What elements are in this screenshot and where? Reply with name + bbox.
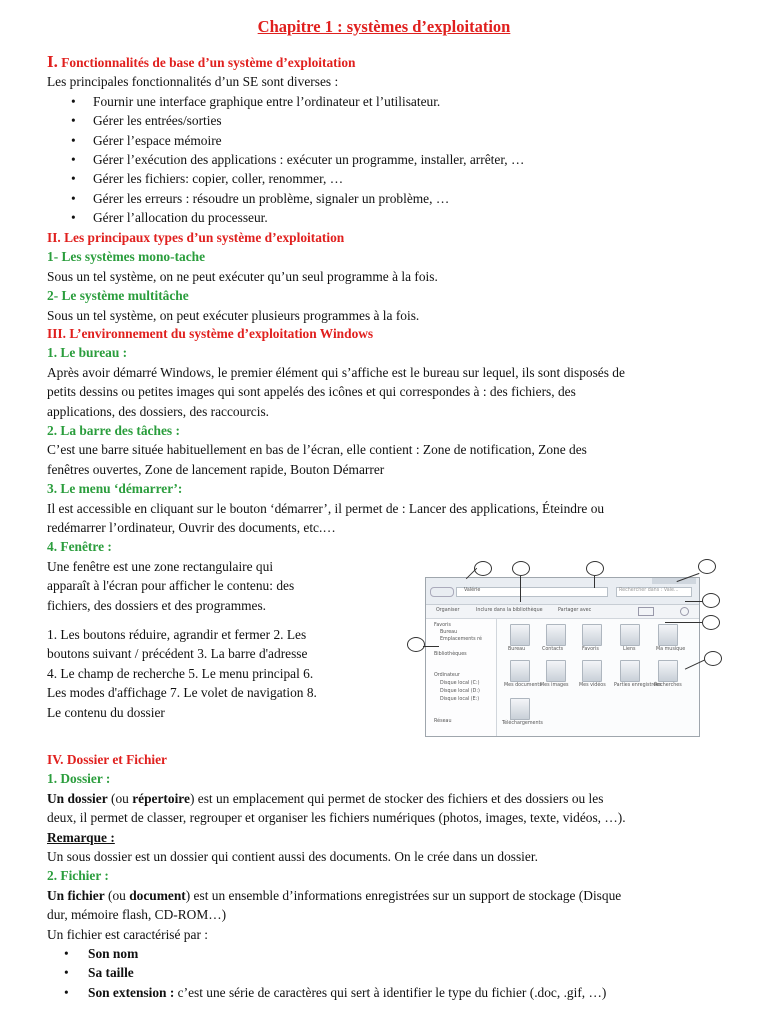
dossier-definition <box>47 789 727 808</box>
folder-label: Mes vidéos <box>579 683 606 688</box>
list-item <box>47 983 727 1002</box>
section-1-roman: I. <box>47 52 58 71</box>
item-rest: c’est une série de caractères qui sert à identifier le type du fichier (.doc, .gif, …) <box>174 984 607 1000</box>
legend-line: 4. Le champ de recherche 5. Le menu principal 6. <box>47 665 314 681</box>
list-item: • Gérer les fichiers: copier, coller, renommer, … <box>47 169 727 188</box>
fichier-definition <box>47 886 727 905</box>
section-3-text3a: Il est accessible en cliquant sur le bouton ‘démarrer’, il permet de : Lancer des applications, Éteindre ou <box>47 500 605 516</box>
folder-icon <box>546 624 566 646</box>
nav-item: Réseau <box>434 719 452 724</box>
callout-circle <box>702 615 720 630</box>
folder-icon <box>546 660 566 682</box>
nav-item: Favoris <box>434 623 451 628</box>
nav-item: Bureau <box>440 630 458 635</box>
section-3-sub1: 1. Le bureau : <box>47 345 128 361</box>
legend-line: Les modes d'affichage 7. Le volet de navigation 8. <box>47 685 317 701</box>
folder-icon <box>620 624 640 646</box>
section-1-intro: Les principales fonctionnalités d’un SE sont diverses : <box>47 74 339 90</box>
folder-icon <box>582 624 602 646</box>
remarque-label: Remarque : <box>47 829 115 845</box>
remarque-text: Un sous dossier est un dossier qui contient aussi des documents. On le crée dans un dossier. <box>47 849 538 865</box>
fichier-alt: document <box>129 887 186 903</box>
folder-icon <box>582 660 602 682</box>
fenetre-line: apparaît à l'écran pour afficher le contenu: des <box>47 578 295 594</box>
folder-label: Téléchargements <box>502 721 543 726</box>
folder-label: Parties enregistrées <box>614 683 662 688</box>
section-1-heading <box>47 52 727 72</box>
nav-item: Disque local (D:) <box>440 689 480 694</box>
callout-line <box>594 576 595 588</box>
nav-item: Disque local (E:) <box>440 697 480 702</box>
nav-item: Disque local (C:) <box>440 681 480 686</box>
folder-label: Bureau <box>508 647 526 652</box>
help-icon <box>680 607 689 616</box>
dossier-term: Un dossier <box>47 790 108 806</box>
folder-label: Recherches <box>654 683 682 688</box>
fichier-open: (ou <box>104 887 130 903</box>
fichier-term: Un fichier <box>47 887 105 903</box>
list-item: • Gérer les erreurs : résoudre un problème, signaler un problème, … <box>47 189 727 208</box>
list-item <box>47 963 727 982</box>
legend-line: boutons suivant / précédent 3. La barre d'adresse <box>47 646 308 662</box>
folder-label: Mes images <box>540 683 569 688</box>
section-2-text2: Sous un tel système, on peut exécuter plusieurs programmes à la fois. <box>47 307 420 323</box>
callout-circle <box>586 561 604 576</box>
folder-label: Ma musique <box>656 647 686 652</box>
page-title: Chapitre 1 : systèmes d’exploitation <box>257 17 511 36</box>
section-2-sub1: 1- Les systèmes mono-tache <box>47 249 206 265</box>
folder-icon <box>510 660 530 682</box>
folder-label: Mes documents <box>504 683 542 688</box>
section-1-heading-text: Fonctionnalités de base d’un système d’exploitation <box>61 55 356 70</box>
search-placeholder: Rechercher dans : Vale... <box>619 588 679 593</box>
dossier-line2: deux, il permet de classer, regrouper et organiser les fichiers numériques (photos, images, texte, vidéos, …). <box>47 810 626 826</box>
section-1-bullets <box>47 92 727 228</box>
section-3-text1a: Après avoir démarré Windows, le premier élément qui s’affiche est le bureau sur lequel, ils sont disposés de <box>47 364 625 380</box>
carac-intro: Un fichier est caractérisé par : <box>47 926 208 942</box>
section-3-text3b: redémarrer l’ordinateur, Ouvrir des documents, etc.… <box>47 520 336 536</box>
section-4-sub2: 2. Fichier : <box>47 868 109 884</box>
section-2-sub2: 2- Le système multitâche <box>47 288 189 304</box>
folder-icon <box>658 660 678 682</box>
section-1 <box>47 52 727 228</box>
menu-item: Partager avec <box>558 608 592 613</box>
view-modes-icon <box>638 607 654 616</box>
back-forward-icon <box>430 587 454 597</box>
folder-icon <box>620 660 640 682</box>
dossier-rest: ) est un emplacement qui permet de stocker des fichiers et des dossiers ou les <box>189 790 604 806</box>
section-2-text1: Sous un tel système, on ne peut exécuter qu’un seul programme à la fois. <box>47 268 438 284</box>
explorer-window-figure <box>425 577 700 737</box>
callout-circle <box>407 637 425 652</box>
callout-line <box>423 646 439 647</box>
list-item: • Gérer l’allocation du processeur. <box>47 208 727 227</box>
section-3-text1b: petits dessins ou petites images qui sont appelés des icônes et qui correspondes à : des fichiers, des <box>47 384 576 400</box>
legend-line: Le contenu du dossier <box>47 704 165 720</box>
explorer-nav-pane <box>426 619 497 736</box>
callout-line <box>520 576 521 602</box>
folder-icon <box>510 698 530 720</box>
folder-icon <box>510 624 530 646</box>
explorer-content <box>502 620 692 732</box>
fichier-line2: dur, mémoire flash, CD-ROM…) <box>47 907 227 923</box>
folder-label: Favoris <box>582 647 599 652</box>
item-label: Son nom <box>88 946 139 962</box>
explorer-address-bar <box>426 578 699 605</box>
section-2-heading: II. Les principaux types d’un système d’exploitation <box>47 230 345 245</box>
fichier-characteristics <box>47 944 727 1002</box>
dossier-open: (ou <box>107 790 133 806</box>
list-item: • Gérer l’espace mémoire <box>47 131 727 150</box>
section-3-sub3: 3. Le menu ‘démarrer’: <box>47 481 183 497</box>
list-item: • Gérer les entrées/sorties <box>47 111 727 130</box>
legend-line: 1. Les boutons réduire, agrandir et fermer 2. Les <box>47 627 307 642</box>
callout-circle <box>698 559 716 574</box>
fenetre-legend <box>47 625 387 722</box>
section-4-sub1: 1. Dossier : <box>47 771 111 787</box>
section-4-heading: IV. Dossier et Fichier <box>47 752 167 767</box>
list-item: • Fournir une interface graphique entre l’ordinateur et l’utilisateur. <box>47 92 727 111</box>
fenetre-line: Une fenêtre est une zone rectangulaire qui <box>47 559 274 574</box>
callout-circle <box>512 561 530 576</box>
menu-item: Organiser <box>436 608 460 613</box>
fichier-rest: ) est un ensemble d’informations enregistrées sur un support de stockage (Disque <box>185 887 622 903</box>
folder-label: Liens <box>623 647 636 652</box>
window-controls-icon <box>652 578 696 584</box>
section-3-text2a: C’est une barre située habituellement en bas de l’écran, elle contient : Zone de notification, Zone des <box>47 442 587 458</box>
nav-item: Emplacements ré <box>440 637 482 642</box>
nav-item: Bibliothèques <box>434 652 467 657</box>
item-label: Sa taille <box>88 965 134 981</box>
section-2 <box>47 228 727 325</box>
callout-line <box>665 622 702 623</box>
section-4 <box>47 750 727 1002</box>
menu-item: Inclure dans la bibliothèque <box>476 608 543 613</box>
dossier-alt: répertoire <box>132 790 190 806</box>
callout-circle <box>704 651 722 666</box>
section-3-sub4: 4. Fenêtre : <box>47 539 112 555</box>
item-label: Son extension : <box>88 984 175 1000</box>
folder-label: Contacts <box>542 647 564 652</box>
folder-icon <box>658 624 678 646</box>
section-3-text2b: fenêtres ouvertes, Zone de lancement rapide, Bouton Démarrer <box>47 461 385 477</box>
fenetre-definition <box>47 557 387 615</box>
section-3-text1c: applications, des dossiers, des raccourcis. <box>47 403 269 419</box>
explorer-menu-bar <box>426 605 699 619</box>
nav-item: Ordinateur <box>434 673 460 678</box>
list-item: • Gérer l’exécution des applications : exécuter un programme, installer, arrêter, … <box>47 150 727 169</box>
section-3-heading: III. L’environnement du système d’exploitation Windows <box>47 326 374 341</box>
callout-line <box>685 601 703 602</box>
callout-circle <box>702 593 720 608</box>
address-text: Valérie <box>464 588 481 593</box>
fenetre-line: fichiers, des dossiers et des programmes. <box>47 597 267 613</box>
section-3 <box>47 324 727 557</box>
section-3-sub2: 2. La barre des tâches : <box>47 423 180 439</box>
list-item <box>47 944 727 963</box>
